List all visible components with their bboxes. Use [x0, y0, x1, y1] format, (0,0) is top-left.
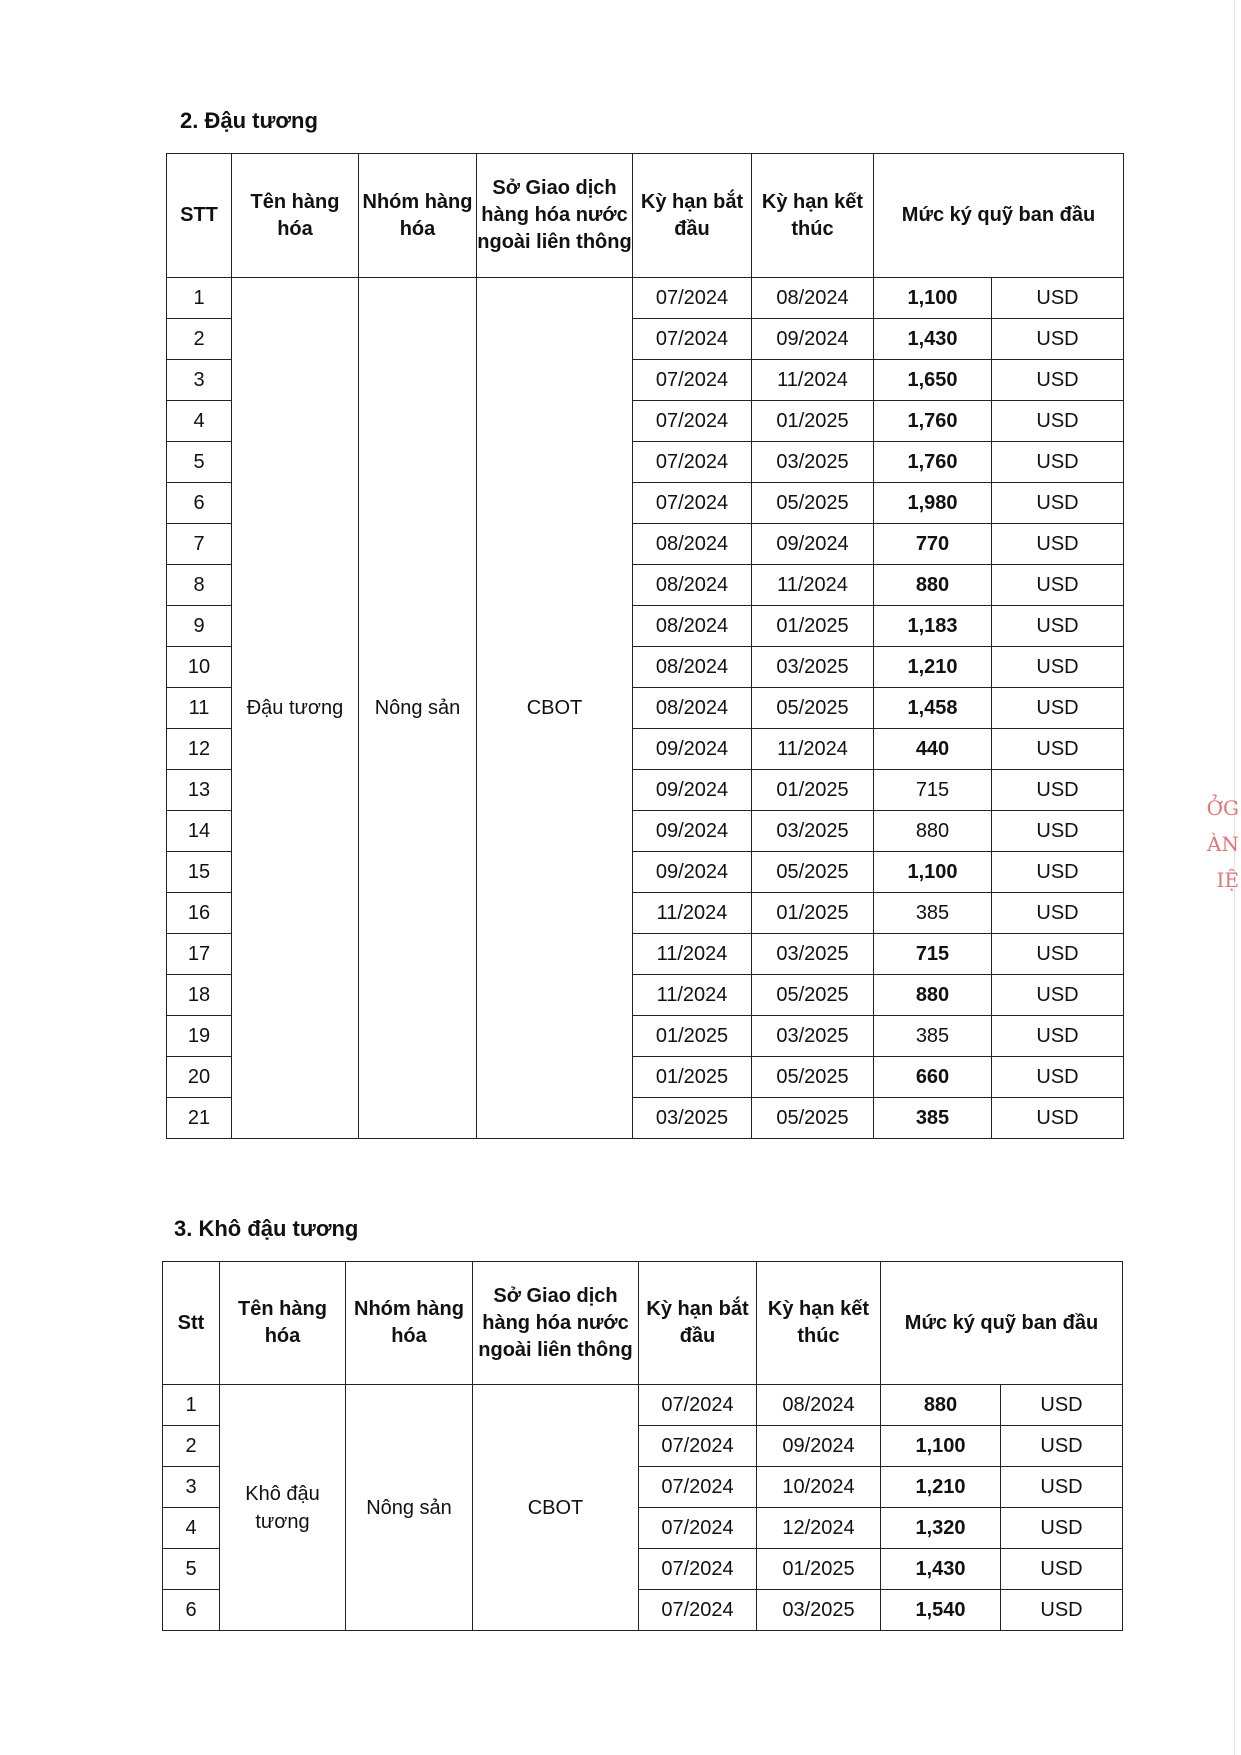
cell-start-term: 07/2024 — [633, 360, 752, 401]
cell-commodity-name: Khô đậu tương — [220, 1385, 346, 1631]
cell-currency: USD — [992, 770, 1124, 811]
cell-start-term: 07/2024 — [639, 1590, 757, 1631]
cell-end-term: 08/2024 — [752, 278, 874, 319]
cell-stt: 10 — [167, 647, 232, 688]
cell-margin-value: 1,760 — [874, 401, 992, 442]
cell-end-term: 11/2024 — [752, 360, 874, 401]
cell-stt: 2 — [167, 319, 232, 360]
cell-start-term: 08/2024 — [633, 606, 752, 647]
cell-end-term: 05/2025 — [752, 688, 874, 729]
cell-end-term: 03/2025 — [752, 647, 874, 688]
cell-currency: USD — [992, 852, 1124, 893]
cell-margin-value: 770 — [874, 524, 992, 565]
cell-start-term: 07/2024 — [633, 401, 752, 442]
header-exchange: Sở Giao dịch hàng hóa nước ngoài liên thông — [473, 1262, 639, 1385]
cell-currency: USD — [992, 565, 1124, 606]
cell-margin-value: 1,540 — [881, 1590, 1001, 1631]
cell-margin-value: 1,430 — [881, 1549, 1001, 1590]
cell-margin-value: 880 — [874, 811, 992, 852]
header-commodity-group: Nhóm hàng hóa — [359, 154, 477, 278]
header-start-term: Kỳ hạn bắt đầu — [633, 154, 752, 278]
header-stt: Stt — [163, 1262, 220, 1385]
cell-currency: USD — [992, 811, 1124, 852]
cell-currency: USD — [992, 729, 1124, 770]
cell-stt: 12 — [167, 729, 232, 770]
table-row — [163, 1385, 1123, 1426]
cell-start-term: 07/2024 — [639, 1426, 757, 1467]
cell-end-term: 03/2025 — [757, 1590, 881, 1631]
cell-stt: 6 — [163, 1590, 220, 1631]
table-body — [163, 1385, 1123, 1631]
cell-margin-value: 385 — [874, 893, 992, 934]
header-start-term: Kỳ hạn bắt đầu — [639, 1262, 757, 1385]
cell-margin-value: 1,760 — [874, 442, 992, 483]
cell-end-term: 05/2025 — [752, 1098, 874, 1139]
cell-margin-value: 880 — [881, 1385, 1001, 1426]
cell-currency: USD — [1001, 1385, 1123, 1426]
cell-currency: USD — [992, 278, 1124, 319]
cell-stt: 5 — [163, 1549, 220, 1590]
cell-currency: USD — [1001, 1467, 1123, 1508]
cell-end-term: 05/2025 — [752, 975, 874, 1016]
cell-margin-value: 385 — [874, 1016, 992, 1057]
cell-start-term: 01/2025 — [633, 1016, 752, 1057]
cell-stt: 13 — [167, 770, 232, 811]
cell-start-term: 08/2024 — [633, 647, 752, 688]
cell-margin-value: 880 — [874, 565, 992, 606]
cell-margin-value: 660 — [874, 1057, 992, 1098]
cell-stt: 9 — [167, 606, 232, 647]
cell-end-term: 05/2025 — [752, 1057, 874, 1098]
cell-start-term: 08/2024 — [633, 688, 752, 729]
header-end-term: Kỳ hạn kết thúc — [757, 1262, 881, 1385]
header-exchange: Sở Giao dịch hàng hóa nước ngoài liên thông — [477, 154, 633, 278]
cell-margin-value: 1,210 — [881, 1467, 1001, 1508]
cell-stt: 1 — [163, 1385, 220, 1426]
section-title-dau-tuong: 2. Đậu tương — [180, 108, 318, 133]
cell-margin-value: 1,100 — [881, 1426, 1001, 1467]
cell-margin-value: 440 — [874, 729, 992, 770]
cell-commodity-name: Đậu tương — [232, 278, 359, 1139]
table-header-row — [167, 154, 1124, 278]
cell-currency: USD — [1001, 1590, 1123, 1631]
cell-end-term: 03/2025 — [752, 1016, 874, 1057]
cell-end-term: 01/2025 — [752, 401, 874, 442]
cell-start-term: 07/2024 — [639, 1549, 757, 1590]
cell-stt: 1 — [167, 278, 232, 319]
cell-end-term: 11/2024 — [752, 729, 874, 770]
stamp-text: ÀN — [1207, 832, 1239, 856]
cell-currency: USD — [1001, 1549, 1123, 1590]
cell-stt: 4 — [167, 401, 232, 442]
cell-stt: 19 — [167, 1016, 232, 1057]
cell-start-term: 08/2024 — [633, 565, 752, 606]
cell-stt: 11 — [167, 688, 232, 729]
cell-margin-value: 1,100 — [874, 852, 992, 893]
header-initial-margin: Mức ký quỹ ban đầu — [874, 154, 1124, 278]
cell-stt: 8 — [167, 565, 232, 606]
cell-stt: 16 — [167, 893, 232, 934]
cell-currency: USD — [992, 360, 1124, 401]
cell-end-term: 01/2025 — [752, 606, 874, 647]
cell-currency: USD — [992, 934, 1124, 975]
cell-currency: USD — [992, 442, 1124, 483]
cell-commodity-group: Nông sản — [359, 278, 477, 1139]
cell-end-term: 01/2025 — [752, 893, 874, 934]
margin-table-dau-tuong — [166, 153, 1124, 1139]
header-initial-margin: Mức ký quỹ ban đầu — [881, 1262, 1123, 1385]
table-header-row — [163, 1262, 1123, 1385]
cell-stt: 20 — [167, 1057, 232, 1098]
cell-start-term: 07/2024 — [639, 1385, 757, 1426]
cell-end-term: 01/2025 — [752, 770, 874, 811]
cell-margin-value: 1,650 — [874, 360, 992, 401]
cell-end-term: 01/2025 — [757, 1549, 881, 1590]
cell-currency: USD — [992, 1098, 1124, 1139]
cell-start-term: 11/2024 — [633, 893, 752, 934]
cell-margin-value: 1,980 — [874, 483, 992, 524]
cell-start-term: 09/2024 — [633, 852, 752, 893]
cell-stt: 4 — [163, 1508, 220, 1549]
cell-currency: USD — [992, 647, 1124, 688]
cell-start-term: 08/2024 — [633, 524, 752, 565]
cell-margin-value: 1,458 — [874, 688, 992, 729]
cell-exchange: CBOT — [473, 1385, 639, 1631]
cell-stt: 3 — [163, 1467, 220, 1508]
cell-currency: USD — [1001, 1508, 1123, 1549]
cell-start-term: 07/2024 — [639, 1508, 757, 1549]
cell-start-term: 11/2024 — [633, 975, 752, 1016]
cell-stt: 18 — [167, 975, 232, 1016]
stamp-text: IỆ — [1216, 868, 1239, 892]
cell-end-term: 12/2024 — [757, 1508, 881, 1549]
cell-margin-value: 1,100 — [874, 278, 992, 319]
table-body — [167, 278, 1124, 1139]
cell-end-term: 03/2025 — [752, 811, 874, 852]
cell-end-term: 03/2025 — [752, 442, 874, 483]
header-commodity-group: Nhóm hàng hóa — [346, 1262, 473, 1385]
cell-end-term: 09/2024 — [752, 319, 874, 360]
cell-margin-value: 1,430 — [874, 319, 992, 360]
cell-start-term: 03/2025 — [633, 1098, 752, 1139]
cell-end-term: 08/2024 — [757, 1385, 881, 1426]
cell-start-term: 07/2024 — [639, 1467, 757, 1508]
cell-currency: USD — [992, 975, 1124, 1016]
cell-stt: 5 — [167, 442, 232, 483]
cell-margin-value: 1,183 — [874, 606, 992, 647]
cell-commodity-group: Nông sản — [346, 1385, 473, 1631]
cell-start-term: 07/2024 — [633, 483, 752, 524]
cell-start-term: 01/2025 — [633, 1057, 752, 1098]
cell-stt: 15 — [167, 852, 232, 893]
red-stamp-fragment — [1203, 790, 1239, 1010]
cell-exchange: CBOT — [477, 278, 633, 1139]
cell-currency: USD — [1001, 1426, 1123, 1467]
cell-start-term: 09/2024 — [633, 770, 752, 811]
cell-end-term: 10/2024 — [757, 1467, 881, 1508]
margin-table-kho-dau-tuong — [162, 1261, 1123, 1631]
cell-start-term: 07/2024 — [633, 278, 752, 319]
cell-end-term: 05/2025 — [752, 483, 874, 524]
cell-currency: USD — [992, 1016, 1124, 1057]
header-stt: STT — [167, 154, 232, 278]
cell-margin-value: 1,210 — [874, 647, 992, 688]
cell-stt: 3 — [167, 360, 232, 401]
cell-stt: 7 — [167, 524, 232, 565]
cell-currency: USD — [992, 401, 1124, 442]
cell-currency: USD — [992, 319, 1124, 360]
cell-margin-value: 880 — [874, 975, 992, 1016]
cell-end-term: 05/2025 — [752, 852, 874, 893]
cell-margin-value: 715 — [874, 770, 992, 811]
cell-start-term: 09/2024 — [633, 729, 752, 770]
cell-currency: USD — [992, 483, 1124, 524]
cell-currency: USD — [992, 1057, 1124, 1098]
header-commodity-name: Tên hàng hóa — [220, 1262, 346, 1385]
cell-margin-value: 1,320 — [881, 1508, 1001, 1549]
cell-end-term: 09/2024 — [757, 1426, 881, 1467]
cell-stt: 14 — [167, 811, 232, 852]
cell-currency: USD — [992, 688, 1124, 729]
table-row — [167, 278, 1124, 319]
cell-start-term: 11/2024 — [633, 934, 752, 975]
cell-stt: 2 — [163, 1426, 220, 1467]
section-title-kho-dau-tuong: 3. Khô đậu tương — [174, 1216, 359, 1241]
header-end-term: Kỳ hạn kết thúc — [752, 154, 874, 278]
cell-stt: 17 — [167, 934, 232, 975]
cell-stt: 21 — [167, 1098, 232, 1139]
cell-start-term: 07/2024 — [633, 319, 752, 360]
cell-margin-value: 715 — [874, 934, 992, 975]
cell-end-term: 09/2024 — [752, 524, 874, 565]
cell-margin-value: 385 — [874, 1098, 992, 1139]
cell-currency: USD — [992, 606, 1124, 647]
cell-start-term: 09/2024 — [633, 811, 752, 852]
cell-currency: USD — [992, 524, 1124, 565]
cell-end-term: 03/2025 — [752, 934, 874, 975]
header-commodity-name: Tên hàng hóa — [232, 154, 359, 278]
cell-currency: USD — [992, 893, 1124, 934]
cell-stt: 6 — [167, 483, 232, 524]
stamp-text: ỞG — [1206, 796, 1239, 820]
cell-start-term: 07/2024 — [633, 442, 752, 483]
cell-end-term: 11/2024 — [752, 565, 874, 606]
